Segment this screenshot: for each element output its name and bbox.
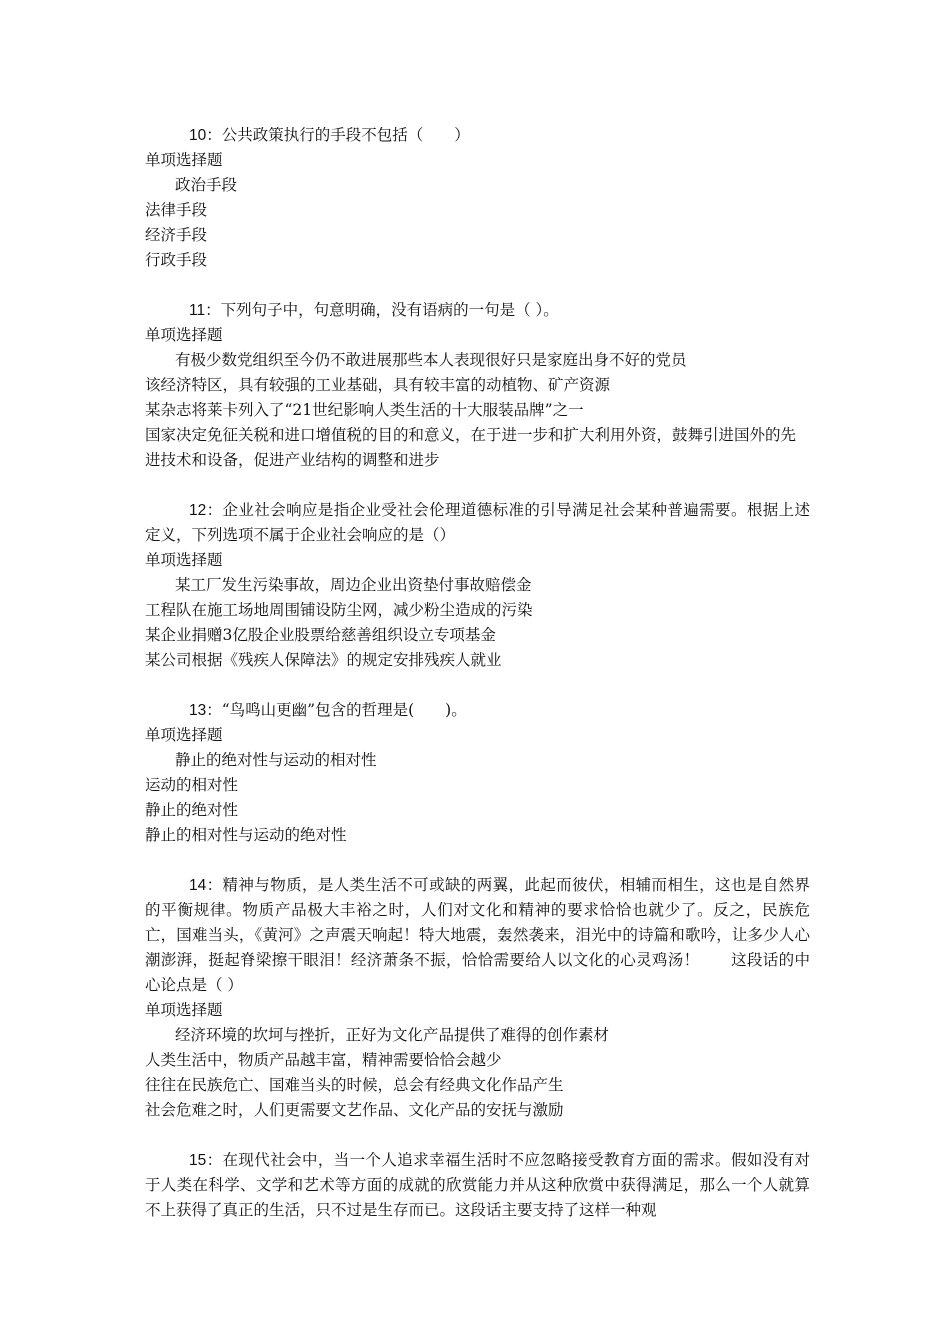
option-c[interactable]: 静止的绝对性: [145, 801, 239, 819]
question-text: 精神与物质，是人类生活不可或缺的两翼，此起而彼伏，相辅而相生，这也是自然界的平衡规律。物质产品极大丰裕之时，人们对文化和精神的要求恰恰也就少了。反之，民族危亡，国难当头，《黄河》之声震天响起！特大地震，轰然袭来，泪光中的诗篇和歌吟，让多少人心潮澎湃，挺起脊梁擦干眼泪！经济萧条不振，恰恰需要给人以文化的心灵鸡汤！ 这段话的中心论点是（ ）: [145, 876, 810, 994]
option-a[interactable]: 有极少数党组织至今仍不敢进展那些本人表现很好只是家庭出身不好的党员: [175, 351, 687, 369]
option-a[interactable]: 经济环境的坎坷与挫折，正好为文化产品提供了难得的创作素材: [175, 1026, 610, 1044]
question-13: [145, 698, 810, 848]
question-type: 单项选择题: [145, 1001, 223, 1019]
question-type: 单项选择题: [145, 151, 223, 169]
question-type: 单项选择题: [145, 726, 223, 744]
option-b[interactable]: 工程队在施工场地周围铺设防尘网，减少粉尘造成的污染: [145, 601, 533, 619]
question-stem: [145, 873, 810, 998]
option-c[interactable]: 往往在民族危亡、国难当头的时候，总会有经典文化作品产生: [145, 1076, 564, 1094]
question-10: [145, 123, 810, 273]
option-d[interactable]: 静止的相对性与运动的绝对性: [145, 826, 347, 844]
option-c[interactable]: 某企业捐赠3亿股企业股票给慈善组织设立专项基金: [145, 626, 496, 644]
question-type: 单项选择题: [145, 551, 223, 569]
question-text: 下列句子中，句意明确，没有语病的一句是（ ）。: [220, 301, 559, 319]
question-15: [145, 1148, 810, 1223]
question-14: [145, 873, 810, 1123]
option-b[interactable]: 人类生活中，物质产品越丰富，精神需要恰恰会越少: [145, 1051, 502, 1069]
option-b[interactable]: 法律手段: [145, 201, 208, 219]
question-stem: [145, 298, 810, 323]
option-a[interactable]: 政治手段: [175, 176, 238, 194]
question-text: 企业社会响应是指企业受社会伦理道德标准的引导满足社会某种普遍需要。根据上述定义，下列选项不属于企业社会响应的是（）: [145, 501, 810, 544]
question-number: 10：: [189, 127, 222, 144]
question-text: 在现代社会中，当一个人追求幸福生活时不应忽略接受教育方面的需求。假如没有对于人类在科学、文学和艺术等方面的成就的欣赏能力并从这种欣赏中获得满足，那么一个人就算不上获得了真正的生活，只不过是生存而已。这段话主要支持了这样一种观: [145, 1151, 810, 1219]
option-b[interactable]: 运动的相对性: [145, 776, 239, 794]
question-number: 12：: [189, 502, 223, 519]
question-type: 单项选择题: [145, 326, 223, 344]
option-a[interactable]: 某工厂发生污染事故，周边企业出资垫付事故赔偿金: [175, 576, 532, 594]
document-page: [145, 123, 810, 1248]
question-11: [145, 298, 810, 473]
question-number: 13：: [189, 702, 222, 719]
question-text: 公共政策执行的手段不包括（ ）: [221, 126, 470, 144]
option-d[interactable]: 社会危难之时，人们更需要文艺作品、文化产品的安抚与激励: [145, 1101, 564, 1119]
question-stem: [145, 123, 810, 148]
question-stem: [145, 1148, 810, 1223]
question-12: [145, 498, 810, 673]
option-d[interactable]: 某公司根据《残疾人保障法》的规定安排残疾人就业: [145, 651, 502, 669]
option-c[interactable]: 某杂志将莱卡列入了“21世纪影响人类生活的十大服装品牌”之一: [145, 401, 584, 419]
option-b[interactable]: 该经济特区，具有较强的工业基础，具有较丰富的动植物、矿产资源: [145, 376, 611, 394]
question-number: 11：: [189, 302, 221, 319]
option-c[interactable]: 经济手段: [145, 226, 208, 244]
question-stem: [145, 498, 810, 548]
question-number: 14：: [189, 877, 223, 894]
option-d[interactable]: 行政手段: [145, 251, 208, 269]
option-d[interactable]: 国家决定免征关税和进口增值税的目的和意义，在于进一步和扩大利用外资，鼓舞引进国外的先进技术和设备，促进产业结构的调整和进步: [145, 426, 797, 469]
question-stem: [145, 698, 810, 723]
option-a[interactable]: 静止的绝对性与运动的相对性: [175, 751, 377, 769]
question-text: “鸟鸣山更幽”包含的哲理是( )。: [221, 701, 467, 719]
question-number: 15：: [189, 1152, 223, 1169]
